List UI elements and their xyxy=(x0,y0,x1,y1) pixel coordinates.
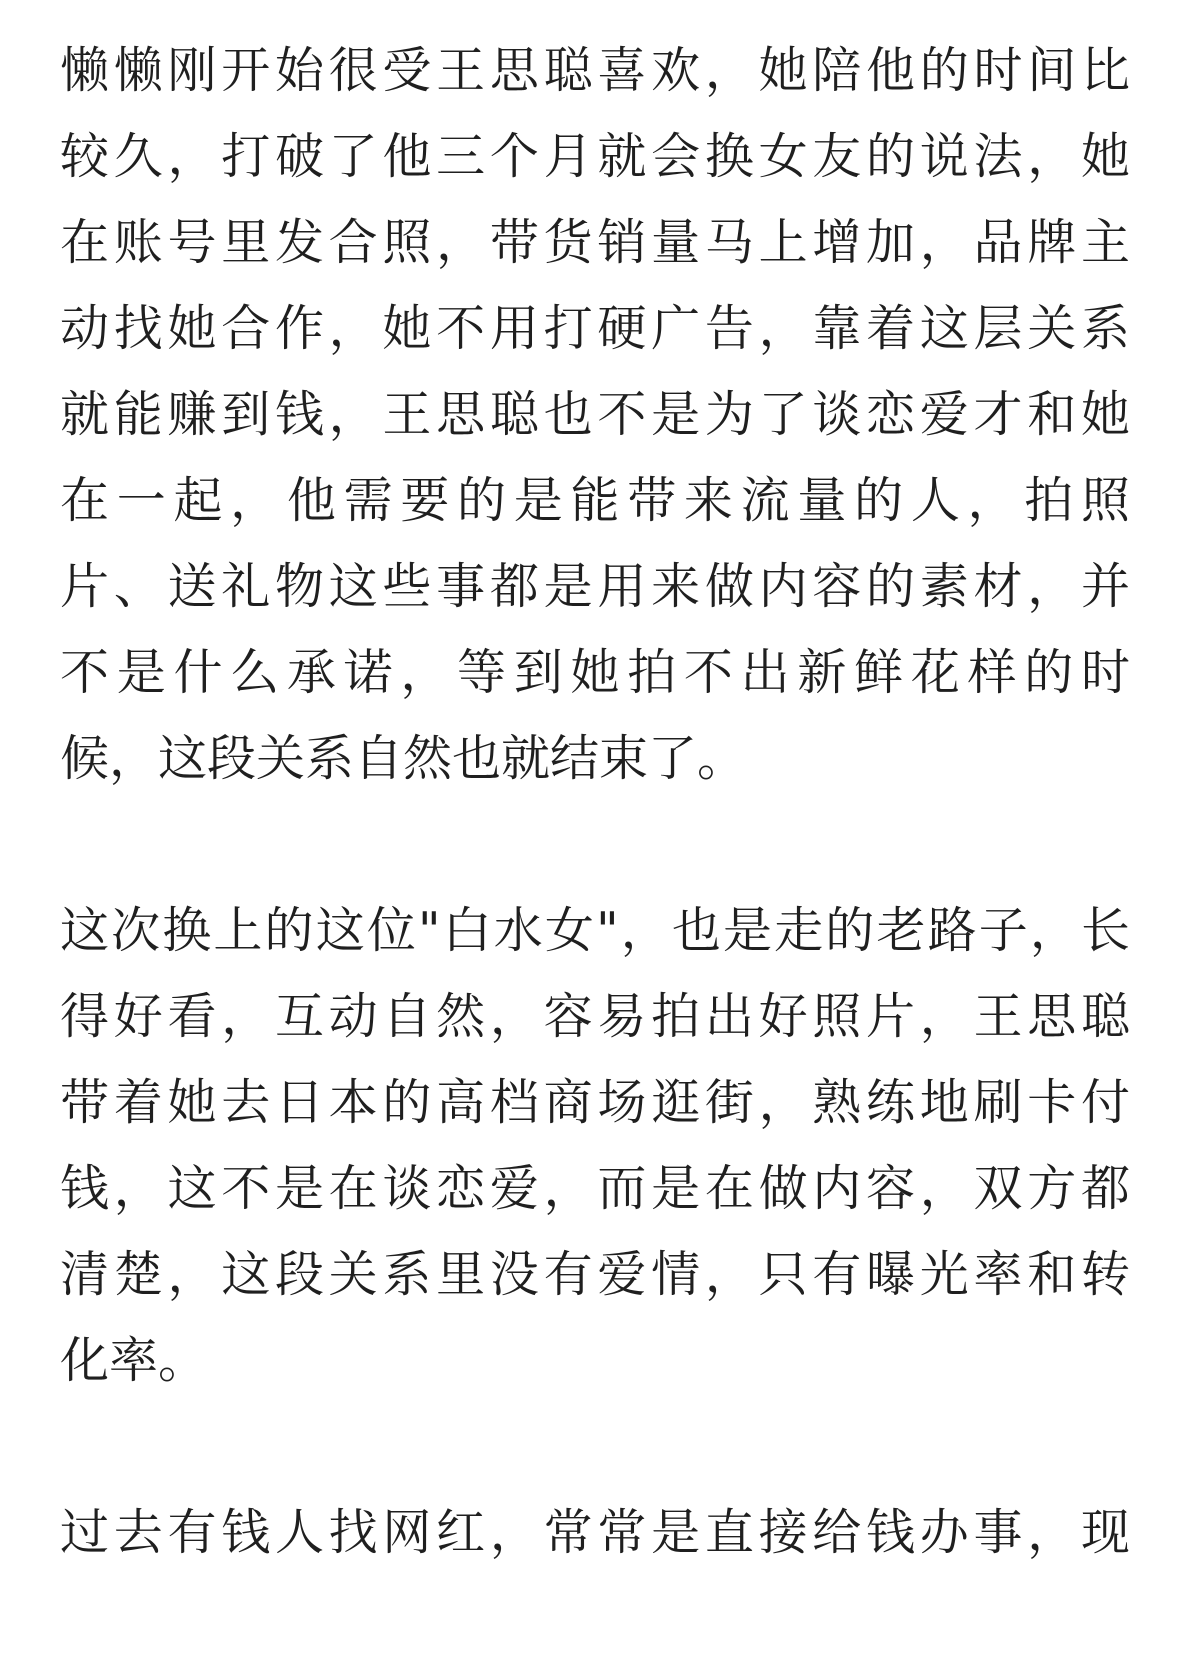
paragraph-2 xyxy=(60,888,1130,1404)
text-line: 化率。 xyxy=(60,1332,208,1389)
paragraph-3 xyxy=(60,1490,1130,1576)
text-line: 得好看，互动自然，容易拍出好照片，王思聪 xyxy=(60,988,1130,1045)
text-line: 较久，打破了他三个月就会换女友的说法，她 xyxy=(60,128,1130,185)
text-line: 在一起，他需要的是能带来流量的人，拍照 xyxy=(60,472,1130,529)
text-line: 懒懒刚开始很受王思聪喜欢，她陪他的时间比 xyxy=(60,42,1130,99)
text-line: 带着她去日本的高档商场逛街，熟练地刷卡付 xyxy=(60,1074,1130,1131)
article-body xyxy=(60,28,1130,1662)
text-line: 在账号里发合照，带货销量马上增加，品牌主 xyxy=(60,214,1130,271)
paragraph-1 xyxy=(60,28,1130,802)
text-line: 就能赚到钱，王思聪也不是为了谈恋爱才和她 xyxy=(60,386,1130,443)
text-line: 清楚，这段关系里没有爱情，只有曝光率和转 xyxy=(60,1246,1130,1303)
text-line: 这次换上的这位"白水女"，也是走的老路子，长 xyxy=(60,902,1130,959)
text-line: 候，这段关系自然也就结束了。 xyxy=(60,730,747,787)
text-line: 钱，这不是在谈恋爱，而是在做内容，双方都 xyxy=(60,1160,1130,1217)
text-line: 片、送礼物这些事都是用来做内容的素材，并 xyxy=(60,558,1130,615)
text-line: 不是什么承诺，等到她拍不出新鲜花样的时 xyxy=(60,644,1130,701)
text-line: 动找她合作，她不用打硬广告，靠着这层关系 xyxy=(60,300,1130,357)
text-line: 过去有钱人找网红，常常是直接给钱办事，现 xyxy=(60,1504,1130,1561)
